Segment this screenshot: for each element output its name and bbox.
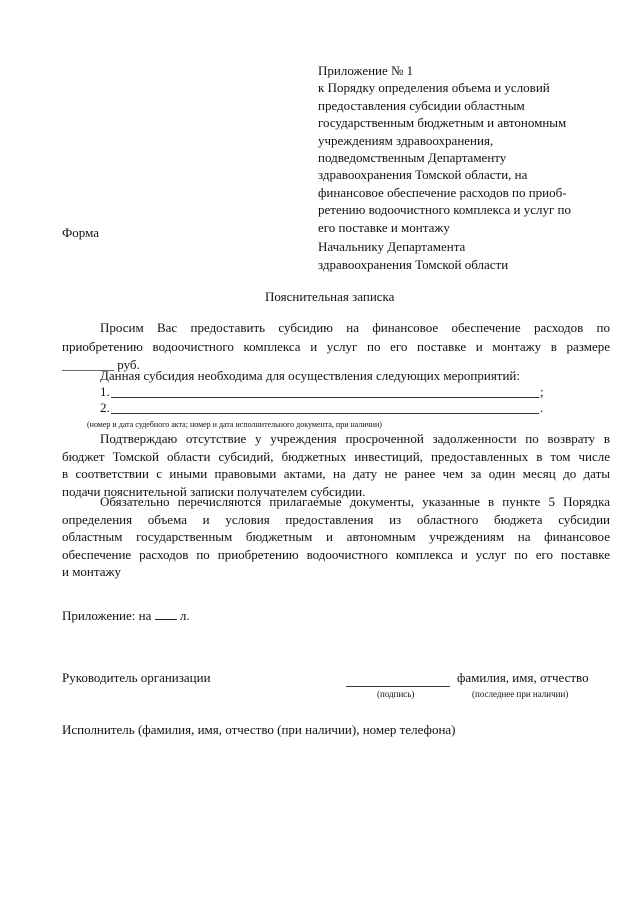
signature-line [346, 686, 450, 687]
confirm-line-2: бюджет Томской области субсидий, бюджетных инвестиций, предоставленных в том числе [62, 448, 610, 464]
docs-paragraph [62, 493, 610, 580]
purpose-item-2-line [111, 413, 539, 414]
form-label: Форма [62, 225, 99, 240]
annex-line: государственным бюджетным и автономным [318, 115, 567, 131]
confirm-line-3: в соответствии с иными правовыми актами, на дату не ранее чем за один месяц до даты [62, 466, 610, 481]
docs-line-4: обеспечение расходов по приобретению водоочистного комплекса и услуг по его поставке [62, 546, 610, 562]
annex-line: учреждениям здравоохранения, [318, 132, 494, 148]
annex-line: к Порядку определения объема и условий [318, 80, 550, 96]
head-label: Руководитель организации [62, 670, 211, 685]
docs-line-1: Обязательно перечисляются прилагаемые документы, указанные в пункте 5 Порядка [100, 494, 610, 509]
confirm-paragraph [62, 430, 610, 500]
docs-line-2: определения объема и условия предоставления из областного бюджета субсидии [62, 511, 610, 527]
purpose-item-2-number: 2. [100, 400, 110, 415]
addressee-line-2: здравоохранения Томской области [318, 257, 509, 272]
amount-blank: ________ [62, 357, 114, 372]
name-caption: (последнее при наличии) [472, 689, 569, 699]
addressee-line-1: Начальнику Департамента [318, 239, 466, 254]
purpose-item-1-end: ; [540, 384, 544, 399]
request-line-2: приобретению водоочистного комплекса и услуг по его поставке и монтажу в размере [62, 339, 610, 354]
docs-line-5: и монтажу [62, 564, 121, 579]
purpose-item-1-number: 1. [100, 384, 110, 399]
purpose-item-1-line [111, 397, 539, 398]
request-paragraph [62, 319, 610, 373]
attachment-blank [155, 607, 177, 620]
attachment-suffix: л. [179, 608, 190, 623]
purpose-note: (номер и дата судебного акта; номер и дата исполнительного документа, при наличии) [87, 420, 382, 429]
request-line-1: Просим Вас предоставить субсидию на финансовое обеспечение расходов по [100, 320, 610, 335]
signature-caption: (подпись) [377, 689, 415, 699]
docs-line-3: областным государственным бюджетным и автономным учреждениям на финансовое [62, 529, 610, 544]
annex-line: финансовое обеспечение расходов по приоб- [318, 184, 567, 200]
annex-block [318, 62, 571, 236]
attachment-prefix: Приложение: на [62, 608, 152, 623]
confirm-line-1: Подтверждаю отсутствие у учреждения просроченной задолженности по возврату в [100, 431, 610, 446]
confirm-line-4: подачи пояснительной записки получателем субсидии. [62, 483, 366, 499]
annex-line: ретению водоочистного комплекса и услуг по [318, 202, 572, 218]
purpose-intro: Данная субсидия необходима для осуществления следующих мероприятий: [100, 368, 520, 383]
annex-line: здравоохранения Томской области, на [318, 167, 528, 183]
amount-unit: руб. [117, 357, 140, 372]
annex-line: Приложение № 1 [318, 63, 414, 78]
annex-line: подведомственным Департаменту [318, 150, 507, 166]
annex-line: предоставления субсидии областным [318, 97, 525, 113]
attachment-line [62, 607, 190, 624]
signature-name-label: фамилия, имя, отчество [457, 670, 589, 685]
document-title: Пояснительная записка [265, 289, 395, 304]
executor-line: Исполнитель (фамилия, имя, отчество (при наличии), номер телефона) [62, 722, 456, 737]
annex-line: его поставке и монтажу [318, 219, 450, 235]
purpose-item-2-end: . [540, 400, 544, 415]
